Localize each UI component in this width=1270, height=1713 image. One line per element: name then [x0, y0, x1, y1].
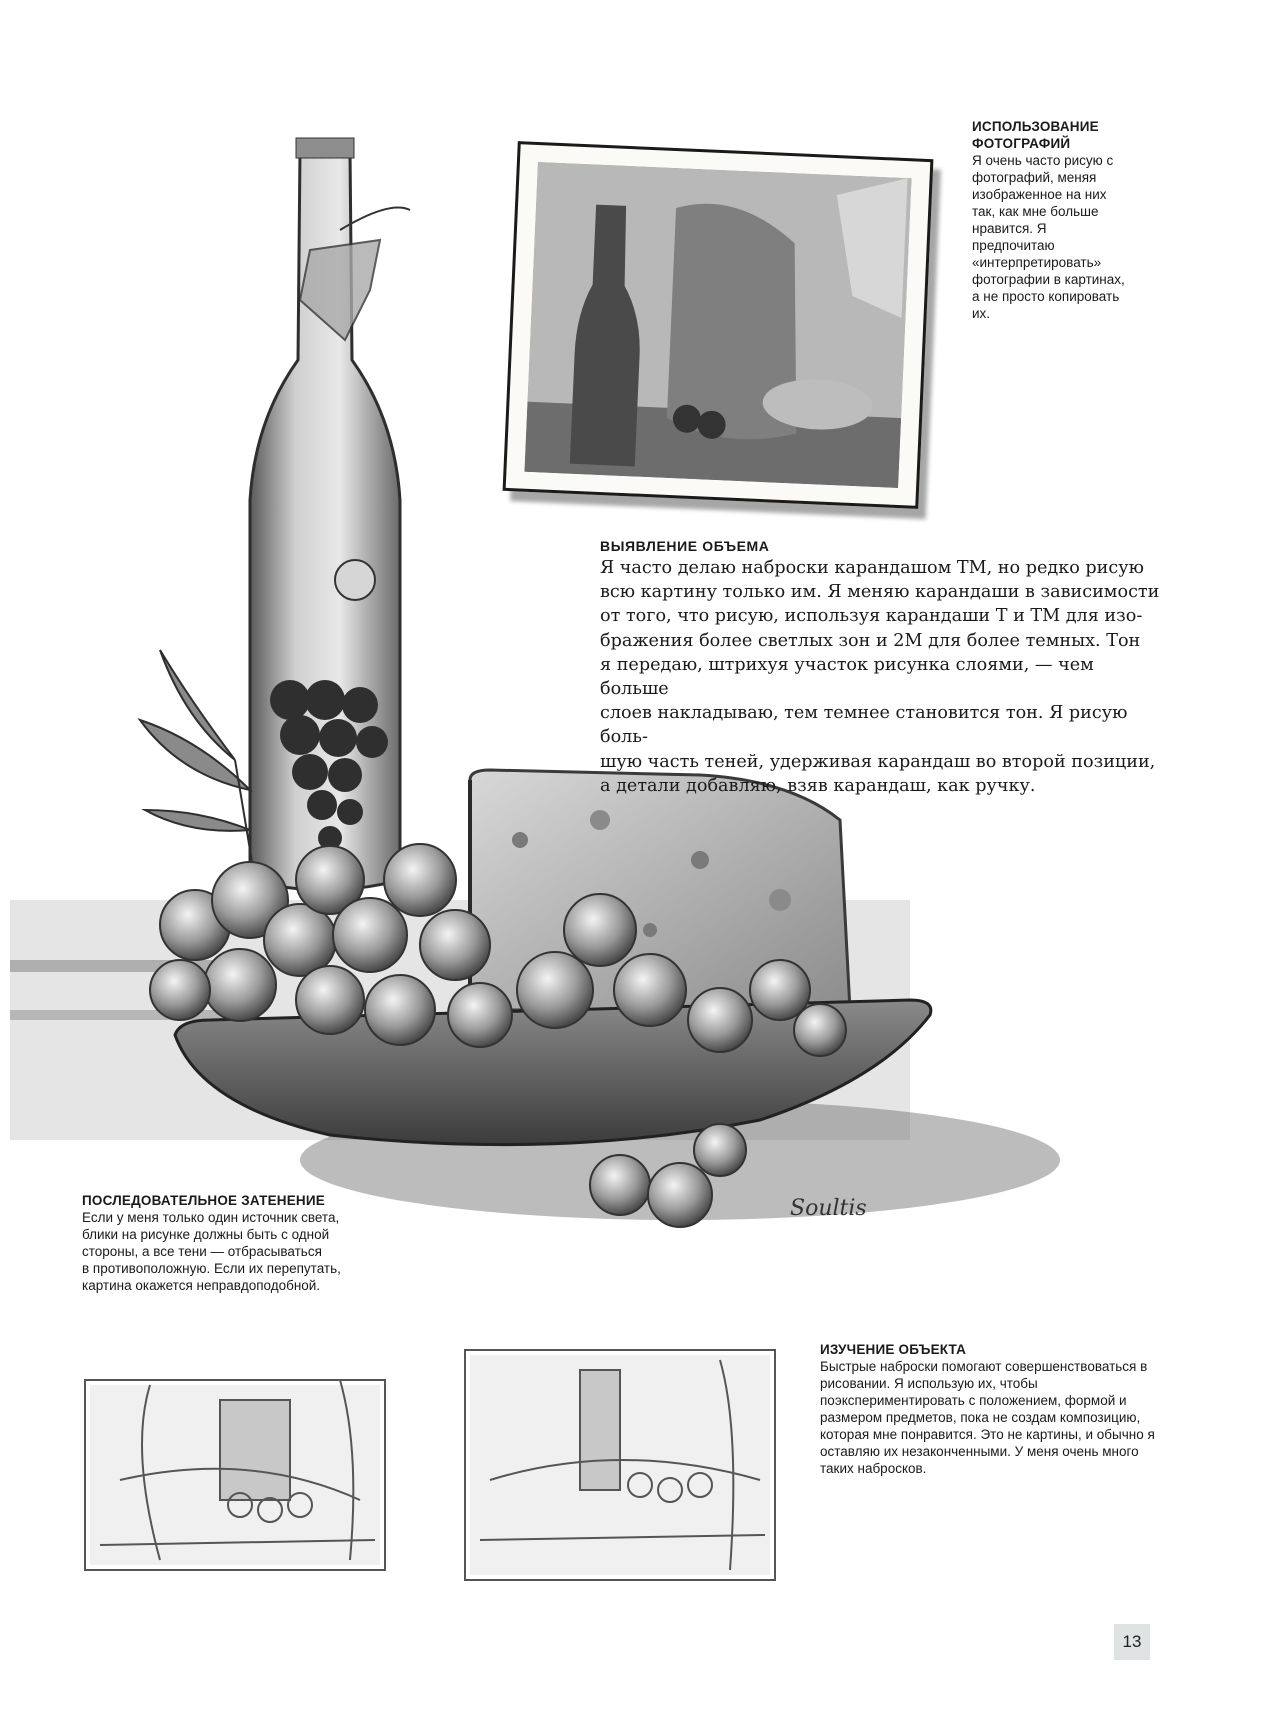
page-number: 13	[1114, 1624, 1150, 1660]
caption-photographs	[972, 118, 1132, 322]
caption-photographs-text: Я очень часто рисую с фотографий, меняя изображенное на них так, как мне больше нравится. Я предпочитаю «интерпретировать» фотографии в картинах, а не просто копировать их.	[972, 153, 1125, 321]
volume-section	[600, 538, 1160, 798]
caption-photographs-heading: ИСПОЛЬЗОВАНИЕ ФОТОГРАФИЙ	[972, 119, 1099, 151]
volume-text: Я часто делаю наброски карандашом ТМ, но редко рисую всю картину только им. Я меняю карандаши в зависимости от того, что рисую, используя карандаши Т и ТМ для изо- бражения более светлых зон и 2М для более темных. Тон я передаю, штрихуя участок рисунка слоями, — чем больше слоев накладываю, тем темнее становится тон. Я рисую боль- шую часть теней, удерживая карандаш во второй позиции, а детали добавляю, взяв карандаш, как ручку.	[600, 558, 1160, 796]
caption-shading	[82, 1192, 382, 1294]
photo-image	[524, 162, 911, 488]
caption-study-heading: ИЗУЧЕНИЕ ОБЪЕКТА	[820, 1342, 967, 1357]
caption-shading-text: Если у меня только один источник света, блики на рисунке должны быть с одной стороны, а все тени — отбрасываться в противоположную. Если их перепутать, картина окажется неправдоподобной.	[82, 1210, 341, 1293]
artist-signature: Soultis	[790, 1196, 867, 1221]
thumbnail-sketch-1	[85, 1380, 385, 1570]
thumbnail-sketch-2	[465, 1350, 775, 1580]
leaves	[140, 650, 255, 880]
volume-heading: ВЫЯВЛЕНИЕ ОБЪЕМА	[600, 538, 770, 554]
caption-study	[820, 1341, 1165, 1477]
caption-study-text: Быстрые наброски помогают совершенствоваться в рисовании. Я использую их, чтобы поэкспериментировать с положением, формой и размером предметов, пока не создам композицию, которая мне понравится. Это не картины, и обычно я оставляю их незаконченными. У меня очень много таких набросков.	[820, 1359, 1155, 1476]
caption-shading-heading: ПОСЛЕДОВАТЕЛЬНОЕ ЗАТЕНЕНИЕ	[82, 1193, 325, 1208]
reference-photograph	[503, 141, 934, 509]
